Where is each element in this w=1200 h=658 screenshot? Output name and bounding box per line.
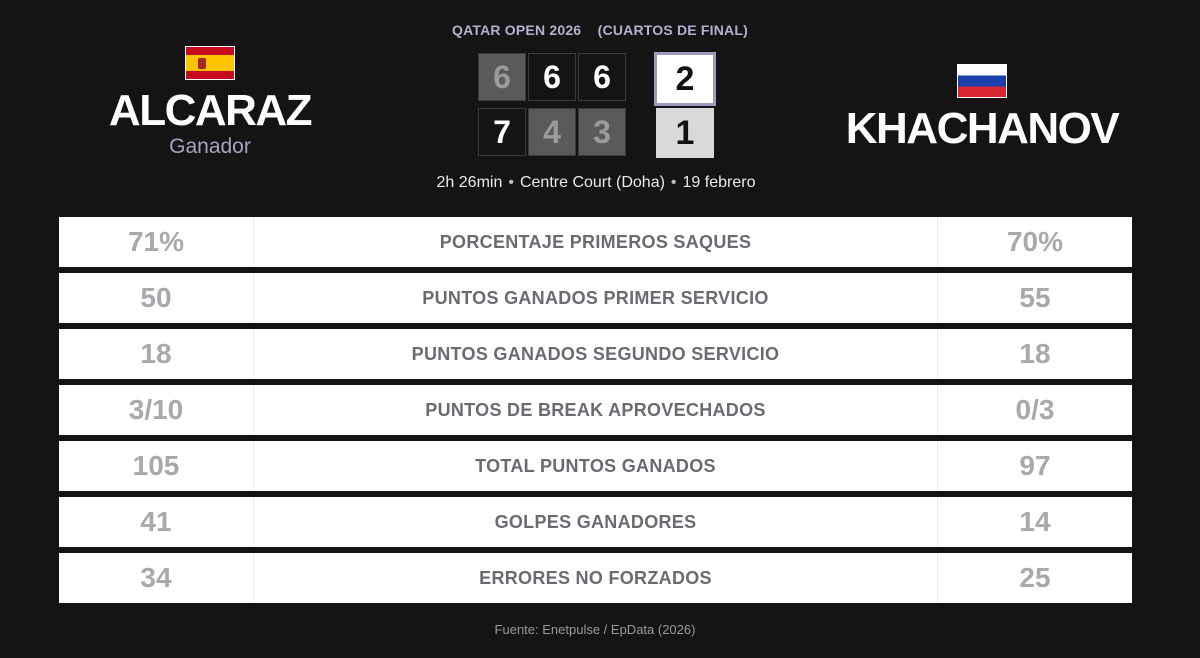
stat-row	[59, 273, 1132, 323]
stat-right-value: 55	[937, 273, 1132, 323]
source-credit: Fuente: Enetpulse / EpData (2026)	[494, 622, 696, 637]
stat-left-value: 105	[59, 441, 254, 491]
stat-row	[59, 329, 1132, 379]
stat-left-value: 50	[59, 273, 254, 323]
player-right-name: KHACHANOV	[845, 104, 1119, 153]
stat-label: TOTAL PUNTOS GANADOS	[475, 455, 716, 476]
winner-label: Ganador	[169, 135, 251, 158]
player-right	[832, 64, 1132, 151]
stat-label: ERRORES NO FORZADOS	[479, 567, 712, 588]
stat-right-value: 0/3	[937, 385, 1132, 435]
stat-label: PUNTOS DE BREAK APROVECHADOS	[425, 399, 766, 420]
match-court: Centre Court (Doha)	[519, 174, 665, 191]
stat-label: PUNTOS GANADOS SEGUNDO SERVICIO	[411, 343, 780, 364]
stat-left-value: 18	[59, 329, 254, 379]
set3-bottom-score: 3	[578, 108, 626, 156]
match-meta: 2h 26min • Centre Court (Doha) • 19 febrero	[436, 174, 756, 191]
match-duration: 2h 26min	[436, 174, 503, 191]
stat-label: GOLPES GANADORES	[494, 511, 697, 532]
russia-flag-icon	[957, 64, 1007, 98]
stat-row	[59, 217, 1132, 267]
stat-row	[59, 497, 1132, 547]
player-left	[60, 46, 360, 159]
spain-flag-icon	[185, 46, 235, 80]
stat-left-value: 34	[59, 553, 254, 603]
stat-left-value: 41	[59, 497, 254, 547]
match-date: 19 febrero	[682, 174, 756, 191]
stat-label: PORCENTAJE PRIMEROS SAQUES	[439, 231, 752, 252]
player-left-name: ALCARAZ	[108, 86, 312, 135]
set2-bottom-score: 4	[528, 108, 576, 156]
stat-right-value: 18	[937, 329, 1132, 379]
sets-bottom-total: 1	[656, 108, 714, 158]
stat-left-value: 3/10	[59, 385, 254, 435]
set1-top-score: 6	[478, 53, 526, 101]
set3-top-score: 6	[578, 53, 626, 101]
set2-top-score: 6	[528, 53, 576, 101]
tournament-title: QATAR OPEN 2026 (CUARTOS DE FINAL)	[452, 22, 748, 38]
stat-row	[59, 553, 1132, 603]
stat-right-value: 14	[937, 497, 1132, 547]
set1-bottom-score: 7	[478, 108, 526, 156]
stat-left-value: 71%	[59, 217, 254, 267]
stat-row	[59, 385, 1132, 435]
stat-right-value: 97	[937, 441, 1132, 491]
stat-right-value: 25	[937, 553, 1132, 603]
sets-top-total: 2	[654, 52, 716, 106]
stat-label: PUNTOS GANADOS PRIMER SERVICIO	[422, 287, 769, 308]
stat-right-value: 70%	[937, 217, 1132, 267]
stat-row	[59, 441, 1132, 491]
